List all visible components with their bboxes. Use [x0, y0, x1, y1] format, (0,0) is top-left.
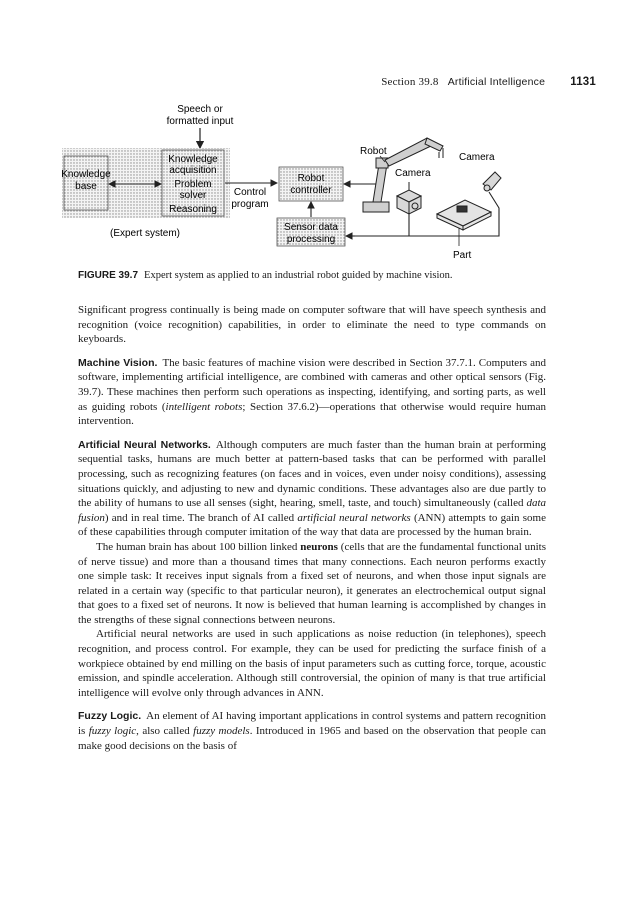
speech-input-label-2: formatted input: [166, 116, 234, 127]
section-title: Artificial Intelligence: [447, 76, 546, 88]
part-drawing: [437, 200, 491, 230]
speech-input-label: Speech or: [177, 104, 223, 115]
problem-solver-label: Problem: [174, 179, 212, 190]
paragraph-machine-vision: Machine Vision. The basic features of machine vision were described in Section 37.7.1. Computers and software, implementing artificial intelligence, are combined with cameras and other optical sensors (Fig. 39.7). These machines then perform such operations as inspecting, identifying, and sorting parts, as well as guiding robots (intelligent robots; Section 37.6.2)—operations that otherwise would require human intervention.: [78, 356, 546, 428]
expert-system-caption: (Expert system): [109, 228, 181, 239]
knowledge-base-label-2: base: [75, 181, 97, 192]
body-text: [78, 303, 546, 753]
paragraph-fuzzy-logic: Fuzzy Logic. An element of AI having important applications in control systems and pattern recognition is fuzzy logic, also called fuzzy models. Introduced in 1965 and based on the observation that people can make good decisions on the basis of: [78, 710, 547, 752]
top-camera-label: Camera: [459, 152, 495, 163]
mid-camera-icon: [397, 182, 421, 214]
top-camera-icon: [483, 172, 501, 191]
robot-controller-label-2: controller: [290, 185, 332, 196]
knowledge-base-label: Knowledge: [61, 169, 111, 180]
paragraph-brain: The human brain has about 100 billion linked neurons (cells that are the fundamental functional units of nerve tissue) and more than a thousand times that many connections. Each neuron performs exactly one simple task: It receives input signals from a fixed set of neurons, and when those input signals are related in a certain way (specific to that particular neuron), it generates an electrochemical output signal that goes to a fixed set of neurons. It now is believed that human learning is accomplished by changes in the strengths of these signal connections between neurons.: [78, 540, 547, 626]
paragraph-ann: Artificial Neural Networks. Although computers are much faster than the human brain at performing sequential tasks, humans are much better at pattern-based tasks that can be performed with parallel processing, such as recognizing features (on faces and in voices, even under noisy conditions), assessing situations quickly, and adjusting to new and dynamic conditions. These advantages also are due partly to the ability of humans to use all senses (sight, hearing, smell, taste, and touch) simultaneously (called data fusion) and in real time. The branch of AI called artificial neural networks (ANN) attempts to gain some of these capabilities through computer imitation of the way that data are processed by the human brain.: [78, 438, 546, 539]
caption-id: FIGURE 39.7: [78, 270, 139, 281]
paragraph-ann-applications: Artificial neural networks are used in such applications as noise reduction (in telephones), speech recognition, and process control. For example, they can be used for predicting the surface finish of a workpiece obtained by end milling on the basis of input parameters such as cutting force, torque, acoustic emission, and spindle acceleration. Although still controversial, the opinion of many is that true artificial intelligence will evolve only through advances in ANN.: [78, 628, 546, 699]
problem-solver-label-2: solver: [179, 190, 207, 201]
paragraph-speech: Significant progress continually is being made on computer software that will have speech synthesis and recognition (voice recognition) capabilities, in order to eliminate the need to type commands on keyboards.: [78, 304, 546, 346]
heading-machine-vision: Machine Vision.: [78, 356, 158, 369]
figure-39-7: [55, 96, 555, 266]
sensor-data-label: Sensor data: [284, 222, 338, 233]
knowledge-acquisition-label-2: acquisition: [169, 165, 217, 176]
mid-camera-label: Camera: [395, 168, 431, 179]
page-number: 1131: [570, 76, 596, 88]
reasoning-label: Reasoning: [169, 204, 217, 215]
control-program-label-2: program: [231, 199, 269, 210]
figure-caption: [78, 270, 578, 281]
robot-controller-label: Robot: [297, 173, 325, 184]
caption-text: Expert system as applied to an industrial robot guided by machine vision.: [144, 270, 453, 281]
knowledge-acquisition-label: Knowledge: [168, 154, 218, 165]
sensor-data-label-2: processing: [286, 234, 336, 245]
part-label: Part: [453, 250, 472, 261]
control-program-label: Control: [233, 187, 267, 198]
robot-label: Robot: [360, 146, 387, 157]
heading-ann: Artificial Neural Networks.: [78, 438, 211, 451]
running-header: [76, 76, 596, 88]
section-number: Section 39.8: [381, 76, 439, 88]
heading-fuzzy-logic: Fuzzy Logic.: [78, 710, 142, 723]
